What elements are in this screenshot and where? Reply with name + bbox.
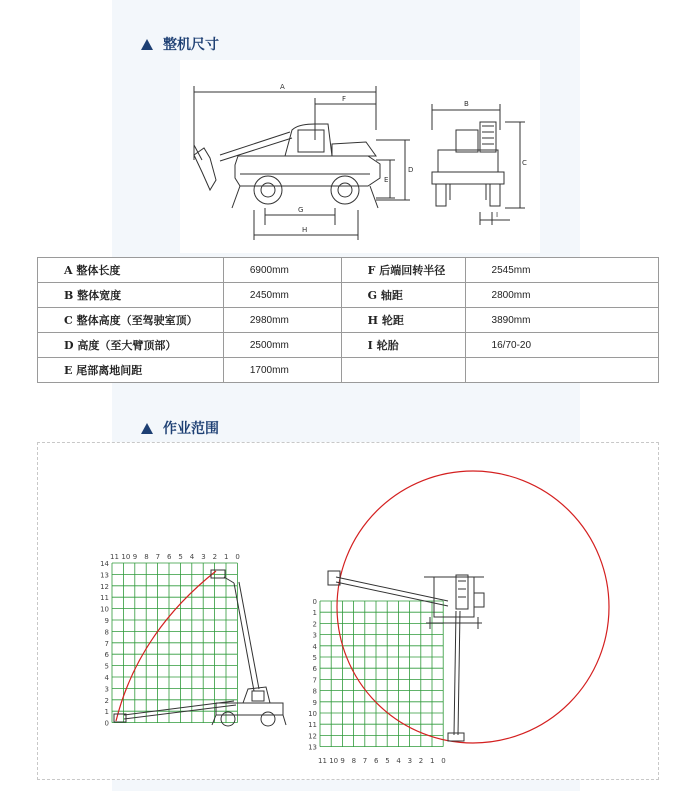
left-y-tick-label: 4: [104, 674, 109, 682]
machine-outline-drawing: [180, 60, 540, 253]
right-x-tick-label: 2: [418, 757, 424, 765]
left-y-tick-label: 11: [100, 594, 109, 603]
right-x-tick-label: 1: [430, 757, 435, 765]
left-y-tick-label: 3: [104, 685, 109, 694]
left-y-tick-label: 14: [100, 560, 109, 568]
spec-value: 16/70-20: [465, 333, 658, 358]
right-y-tick-label: 1: [312, 609, 317, 618]
left-y-tick-label: 8: [104, 628, 109, 637]
dim-label-b: B: [464, 100, 469, 108]
right-y-tick-label: 7: [312, 676, 317, 685]
right-x-tick-label: 0: [441, 757, 446, 765]
spec-label: [341, 358, 465, 383]
spec-label: D 高度（至大臂顶部）: [38, 333, 224, 358]
left-x-tick-label: 6: [167, 553, 172, 561]
section-heading-dimensions: [141, 34, 219, 54]
left-x-tick-label: 4: [189, 553, 195, 561]
right-envelope-circle: [337, 471, 609, 743]
spec-label: B 整体宽度: [38, 283, 224, 308]
left-x-tick-label: 5: [178, 553, 183, 561]
left-x-tick-label: 2: [212, 553, 218, 561]
dim-label-i: I: [496, 211, 499, 219]
spec-label: H 轮距: [341, 308, 465, 333]
right-y-tick-label: 11: [308, 721, 317, 730]
dim-label-f: F: [342, 95, 347, 103]
table-row: [38, 308, 659, 333]
spec-label: F 后端回转半径: [341, 258, 465, 283]
dim-label-g: G: [298, 206, 304, 214]
left-y-tick-label: 6: [104, 651, 109, 660]
right-y-tick-label: 8: [312, 687, 317, 696]
right-machine: [424, 575, 484, 629]
left-x-tick-label: 1: [224, 553, 229, 561]
triangle-bullet-icon: [141, 39, 153, 50]
right-lower-boom: [448, 611, 464, 741]
right-x-tick-label: 5: [385, 757, 390, 765]
left-range-grid: [100, 553, 240, 728]
left-y-tick-label: 12: [100, 582, 109, 591]
right-y-tick-label: 6: [312, 665, 317, 674]
right-y-tick-label: 13: [308, 743, 317, 752]
section-title: 整机尺寸: [163, 37, 219, 53]
right-x-tick-label: 6: [374, 757, 379, 765]
left-y-tick-label: 2: [104, 696, 109, 705]
spec-value: 2545mm: [465, 258, 658, 283]
left-y-tick-label: 0: [104, 719, 109, 728]
dim-label-d: D: [408, 166, 414, 174]
spec-value: 1700mm: [223, 358, 341, 383]
left-y-tick-label: 10: [100, 605, 109, 614]
left-y-tick-label: 9: [104, 617, 109, 625]
left-y-tick-label: 5: [104, 662, 109, 671]
left-x-tick-label: 3: [201, 553, 206, 561]
left-y-tick-label: 7: [104, 639, 109, 648]
spec-label: A 整体长度: [38, 258, 224, 283]
right-x-tick-label: 10: [329, 757, 339, 765]
right-y-tick-label: 3: [312, 631, 317, 640]
left-x-tick-label: 8: [144, 553, 149, 561]
spec-value: 2980mm: [223, 308, 341, 333]
right-y-tick-label: 10: [308, 710, 317, 718]
left-envelope-curve: [116, 571, 216, 721]
table-row: [38, 333, 659, 358]
right-y-tick-label: 2: [312, 620, 317, 629]
section-title: 作业范围: [163, 421, 219, 437]
right-y-tick-label: 12: [308, 732, 317, 741]
table-row: [38, 258, 659, 283]
spec-value: [465, 358, 658, 383]
dim-label-e: E: [384, 176, 389, 184]
right-y-tick-label: 4: [312, 642, 317, 651]
left-x-tick-label: 10: [121, 553, 131, 561]
table-row: [38, 358, 659, 383]
dim-label-h: H: [302, 226, 308, 234]
left-vertical-boom: [211, 570, 259, 691]
triangle-bullet-icon: [141, 423, 153, 434]
spec-value: 2500mm: [223, 333, 341, 358]
right-x-tick-label: 9: [340, 757, 345, 765]
spec-value: 3890mm: [465, 308, 658, 333]
spec-value: 2450mm: [223, 283, 341, 308]
right-x-tick-label: 8: [351, 757, 357, 765]
left-x-tick-label: 11: [110, 553, 119, 561]
right-x-tick-label: 11: [318, 757, 327, 765]
right-y-tick-label: 9: [312, 698, 317, 707]
section-heading-working-range: [141, 418, 219, 438]
left-y-tick-label: 1: [104, 708, 109, 717]
right-y-tick-label: 0: [312, 598, 317, 606]
dim-label-a: A: [280, 83, 285, 91]
spec-label: E 尾部离地间距: [38, 358, 224, 383]
left-x-tick-label: 7: [155, 553, 161, 561]
spec-label: C 整体高度（至驾驶室顶）: [38, 308, 224, 333]
right-x-tick-label: 3: [407, 757, 413, 765]
left-x-tick-label: 0: [235, 553, 240, 561]
spec-label: I 轮胎: [341, 333, 465, 358]
right-x-tick-label: 7: [362, 757, 368, 765]
dimension-drawing: [180, 60, 540, 253]
spec-table: [37, 257, 659, 383]
spec-label: G 轴距: [341, 283, 465, 308]
right-x-tick-label: 4: [396, 757, 401, 765]
working-range-diagram: [37, 442, 659, 780]
spec-value: 6900mm: [223, 258, 341, 283]
right-y-tick-label: 5: [312, 654, 317, 662]
left-y-tick-label: 13: [100, 571, 109, 580]
spec-value: 2800mm: [465, 283, 658, 308]
table-row: [38, 283, 659, 308]
right-range-grid: [308, 598, 446, 765]
left-x-tick-label: 9: [132, 553, 138, 561]
working-range-svg: [38, 443, 658, 779]
dim-label-c: C: [522, 159, 527, 167]
